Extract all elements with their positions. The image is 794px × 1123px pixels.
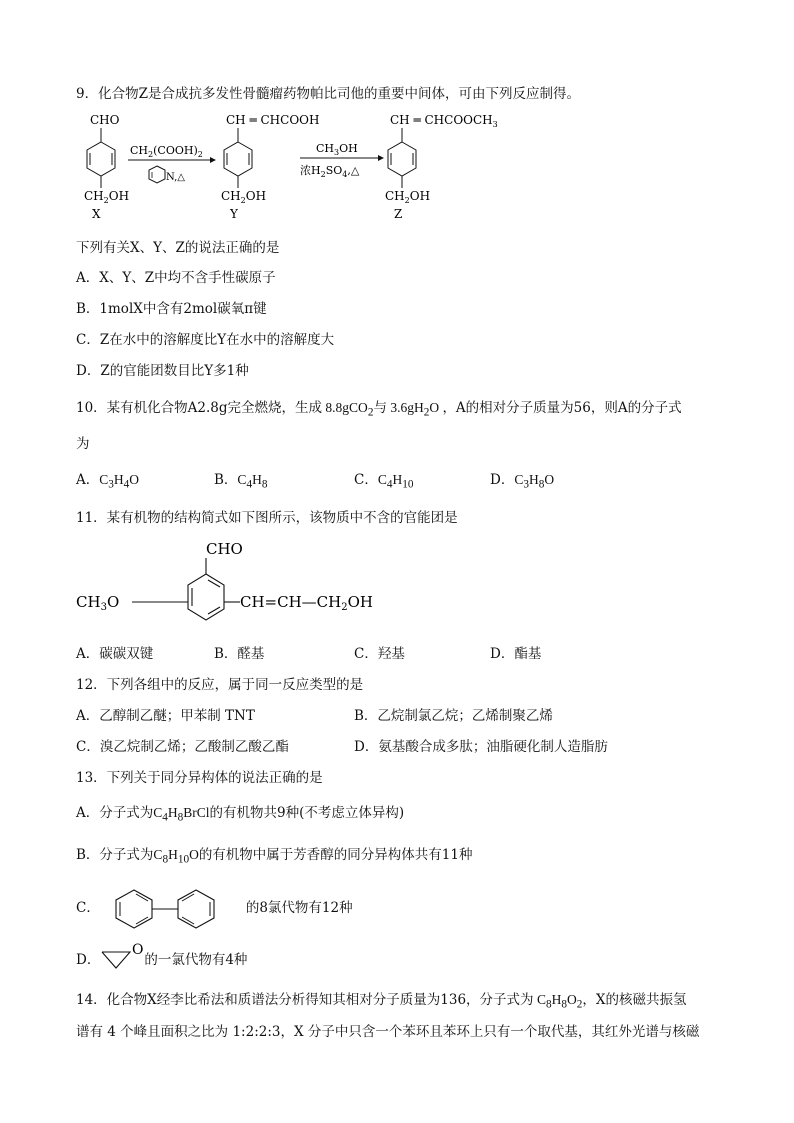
q11-stem: 11．某有机物的结构简式如下图所示，该物质中不含的官能团是 — [76, 510, 458, 526]
q13-option-c[interactable]: C． 的8氯代物有12种 — [76, 900, 353, 916]
q11-option-b[interactable]: B．醛基 — [214, 646, 265, 662]
q11-benzene-ring — [188, 574, 224, 620]
epoxide-oxygen: O — [132, 942, 144, 958]
q12-option-b[interactable]: B．乙烷制氯乙烷；乙烯制聚乙烯 — [354, 708, 553, 724]
q9-x-top: CHO — [90, 113, 120, 127]
q9-stem: 9．化合物Z是合成抗多发性骨髓瘤药物帕比司他的重要中间体，可由下列反应制得。 — [76, 86, 580, 102]
q9-question: 下列有关X、Y、Z的说法正确的是 — [76, 240, 280, 256]
q12-option-d[interactable]: D．氨基酸合成多肽；油脂硬化制人造脂肪 — [354, 739, 608, 755]
q9-x-benzene-ring — [87, 142, 115, 176]
q12-option-c[interactable]: C．溴乙烷制乙烯；乙酸制乙酸乙酯 — [76, 739, 289, 755]
q11-left-group: $CH_3O$ — [76, 593, 120, 613]
q9-z-top: CH ═ $CHCOOCH_3$ — [390, 113, 498, 129]
q9-z-benzene-ring — [388, 142, 416, 176]
q9-z-label: Z — [394, 207, 403, 221]
q10-option-a[interactable]: A．$C_3H_4O$ — [76, 472, 140, 491]
q10-option-d[interactable]: D．$C_3H_8O$ — [490, 472, 555, 491]
q12-stem: 12．下列各组中的反应，属于同一反应类型的是 — [76, 677, 364, 693]
q9-pyridine-icon — [149, 166, 165, 183]
q9-x-bottom: $CH_2OH$ — [84, 189, 130, 205]
q9-reagent1-cond: N,△ — [166, 172, 185, 183]
q11-cho: CHO — [206, 540, 243, 558]
q13-option-b[interactable]: B．分子式为$C_8H_{10}O$的有机物中属于芳香醇的同分异构体共有11种 — [76, 847, 473, 866]
q13-option-a[interactable]: A．分子式为$C_4H_8BrCl$的有机物共9种(不考虑立体异构) — [76, 805, 405, 824]
q11-option-c[interactable]: C．羟基 — [354, 646, 405, 662]
q9-y-benzene-ring — [224, 142, 252, 176]
q9-option-a[interactable]: A．X、Y、Z中均不含手性碳原子 — [76, 270, 276, 286]
q11-structure — [74, 536, 394, 636]
q11-right-group: $CH=CH—CH_2OH$ — [240, 593, 374, 613]
epoxide-structure — [98, 938, 148, 972]
q9-y-bottom: $CH_2OH$ — [221, 189, 267, 205]
q9-reaction-scheme — [70, 108, 530, 228]
q9-x-label: X — [92, 207, 101, 221]
q9-y-label: Y — [230, 207, 238, 221]
q9-reagent2-bottom: 浓$H_2SO_4,\triangle$ — [300, 164, 360, 179]
q13-stem: 13．下列关于同分异构体的说法正确的是 — [76, 770, 323, 786]
q9-option-b[interactable]: B．1molX中含有2mol碳氧π键 — [76, 301, 267, 317]
q9-z-bottom: $CH_2OH$ — [385, 189, 431, 205]
q9-reagent1: $CH_2(COOH)_2$ — [130, 144, 203, 159]
q11-option-a[interactable]: A．碳碳双键 — [76, 646, 154, 662]
q9-y-top: CH ═ CHCOOH — [226, 113, 320, 127]
q9-reagent2-top: $CH_3OH$ — [316, 142, 358, 157]
q10-option-c[interactable]: C．$C_4H_{10}$ — [354, 472, 414, 491]
q9-option-d[interactable]: D．Z的官能团数目比Y多1种 — [76, 363, 249, 379]
q14-line2: 谱有 4 个峰且面积之比为 1:2:2:3，X 分子中只含一个苯环且苯环上只有一个取代基，其红外光谱与核磁 — [76, 1024, 700, 1040]
q11-option-d[interactable]: D．酯基 — [490, 646, 542, 662]
q12-option-a[interactable]: A．乙醇制乙醚；甲苯制 TNT — [76, 708, 255, 724]
q10-stem-cont: 为 — [76, 436, 90, 452]
q9-option-c[interactable]: C．Z在水中的溶解度比Y在水中的溶解度大 — [76, 332, 335, 348]
q10-option-b[interactable]: B．$C_4H_8$ — [214, 472, 268, 491]
q10-stem: 10．某有机化合物A2.8g完全燃烧，生成 8.8gCO$_2$与 $3.6gH_2O$ ，A的相对分子质量为56，则A的分子式 — [76, 400, 682, 419]
biphenyl-structure — [96, 886, 246, 932]
q14-line1: 14．化合物X经李比希法和质谱法分析得知其相对分子质量为136，分子式为 $C_8H_8O_2$，X的核磁共振氢 — [76, 992, 687, 1011]
q13-option-d[interactable]: D． 的一氯代物有4种 — [76, 952, 248, 968]
